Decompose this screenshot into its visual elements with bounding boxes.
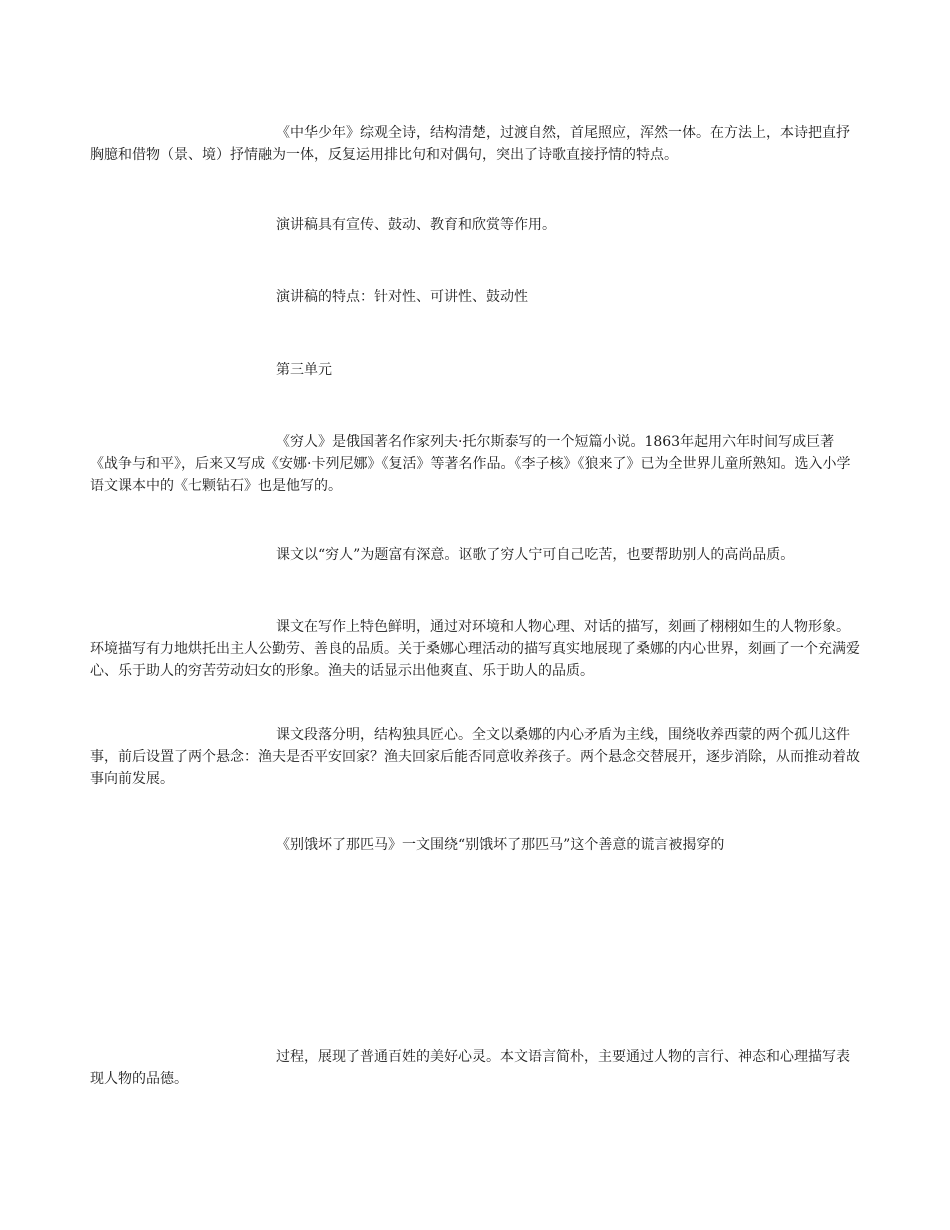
paragraph-zhonghua-shaonian: 《中华少年》综观全诗，结构清楚，过渡自然，首尾照应，浑然一体。在方法上，本诗把直抒胸臆和借物（景、境）抒情融为一体，反复运用排比句和对偶句，突出了诗歌直接抒情的特点。 (90, 125, 850, 163)
paragraph-structure: 课文段落分明，结构独具匠心。全文以桑娜的内心矛盾为主线，围绕收养西蒙的两个孤儿这件事，前后设置了两个悬念：渔夫是否平安回家？渔夫回家后能否同意收养孩子。两个悬念交替展开，逐步消除，从而推动着故事向前发展。 (90, 727, 860, 787)
paragraph-speech-function: 演讲稿具有宣传、鼓动、教育和欣赏等作用。 (276, 217, 556, 233)
paragraph-qiongren-author: 《穷人》是俄国著名作家列夫·托尔斯泰写的一个短篇小说。1863年起用六年时间写成巨著《战争与和平》，后来又写成《安娜·卡列尼娜》《复活》等著名作品。《李子核》《狼来了》已为全世界儿童所熟知。选入小学语文课本中的《七颗钻石》也是他写的。 (90, 434, 851, 494)
paragraph-writing-features: 课文在写作上特色鲜明，通过对环境和人物心理、对话的描写，刻画了栩栩如生的人物形象。环境描写有力地烘托出主人公勤劳、善良的品质。关于桑娜心理活动的描写真实地展现了桑娜的内心世界，刻画了一个充满爱心、乐于助人的穷苦劳动妇女的形象。渔夫的话显示出他爽直、乐于助人的品质。 (90, 619, 860, 679)
paragraph-qiongren-title: 课文以“穷人”为题富有深意。讴歌了穷人宁可自己吃苦，也要帮助别人的高尚品质。 (276, 547, 795, 563)
paragraph-horse-continued: 过程，展现了普通百姓的美好心灵。本文语言简朴，主要通过人物的言行、神态和心理描写表现人物的品德。 (90, 1049, 850, 1087)
section-heading-unit-three: 第三单元 (276, 362, 332, 378)
paragraph-horse-start: 《别饿坏了那匹马》一文围绕“别饿坏了那匹马”这个善意的谎言被揭穿的 (276, 837, 725, 853)
paragraph-speech-features: 演讲稿的特点：针对性、可讲性、鼓动性 (276, 289, 528, 305)
